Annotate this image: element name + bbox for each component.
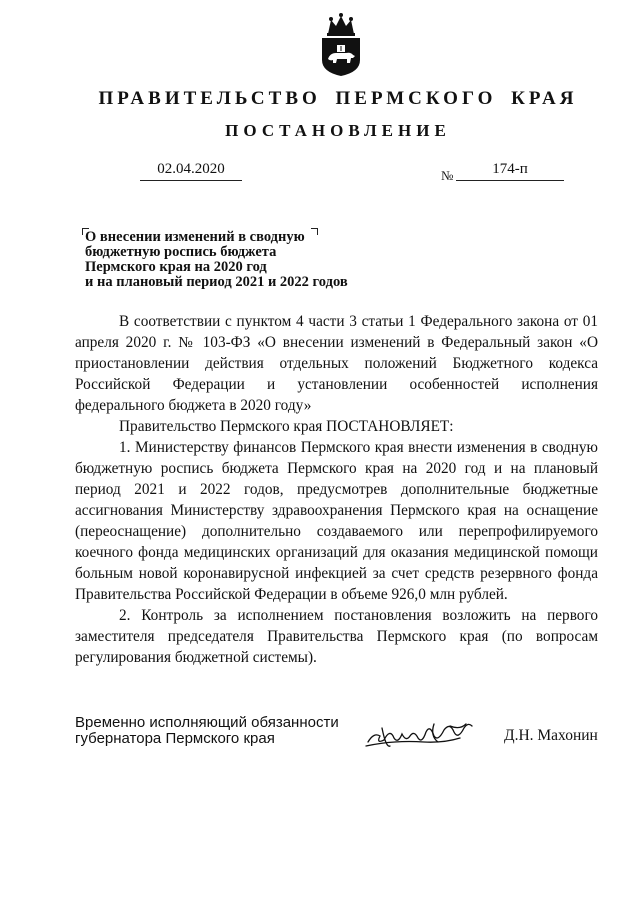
handwritten-signature-icon xyxy=(364,718,476,752)
item-1-paragraph: 1. Министерству финансов Пермского края внести изменения в сводную бюджетную роспись бюджета Пермского края на 2020 год и на плановый период 2021 и 2022 годов, предусмотрев дополнительные бюджетные ассигнования Министерству здравоохранения Пермского края на оснащение (переоснащение) дополнительно создаваемого или перепрофилируемого коечного фонда медицинских организаций для оказания медицинской помощи больным новой коронавирусной инфекцией за счет средств резервного фонда Правительства Российской Федерации в объеме 926,0 млн рублей. xyxy=(75,439,598,603)
document-date: 02.04.2020 xyxy=(140,161,242,181)
signer-role-line: Временно исполняющий обязанности xyxy=(75,714,339,731)
signer-role xyxy=(75,715,365,747)
resolution-statement: Правительство Пермского края ПОСТАНОВЛЯЕТ: xyxy=(119,418,454,435)
subject-line: Пермского края на 2020 год xyxy=(85,259,267,275)
document-body xyxy=(75,311,598,668)
subject-line: бюджетную роспись бюджета xyxy=(85,244,277,260)
subject-line: и на плановый период 2021 и 2022 годов xyxy=(85,274,348,290)
coat-of-arms-icon xyxy=(318,12,364,78)
document-subject xyxy=(85,230,395,290)
subject-line: О внесении изменений в сводную xyxy=(85,229,305,245)
number-sign: № xyxy=(441,168,454,183)
signer-role-line: губернатора Пермского края xyxy=(75,730,275,747)
item-2-paragraph: 2. Контроль за исполнением постановления возложить на первого заместителя председателя Правительства Пермского края (по вопросам регулирования бюджетной системы). xyxy=(75,607,598,666)
document-number: 174-п xyxy=(456,161,564,181)
document-type: ПОСТАНОВЛЕНИЕ xyxy=(225,121,451,140)
preamble-paragraph: В соответствии с пунктом 4 части 3 статьи 1 Федерального закона от 01 апреля 2020 г. № 103-ФЗ «О внесении изменений в Федеральный закон «О приостановлении действия отдельных положений Бюджетного кодекса Российской Федерации и установлении особенностей исполнения федерального бюджета в 2020 году» xyxy=(75,313,598,414)
signer-name: Д.Н. Махонин xyxy=(504,727,598,744)
government-title: ПРАВИТЕЛЬСТВО ПЕРМСКОГО КРАЯ xyxy=(98,88,578,109)
